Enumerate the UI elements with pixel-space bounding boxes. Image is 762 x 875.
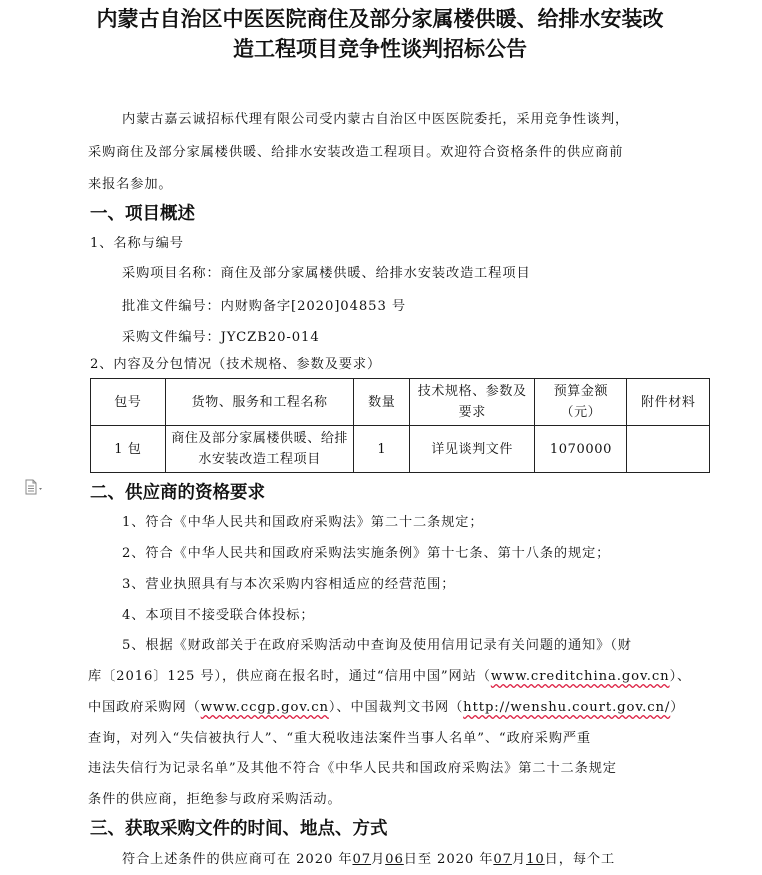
section-1-sub-1: 1、名称与编号 xyxy=(90,236,184,251)
document-outline-icon[interactable] xyxy=(24,479,46,495)
document-title xyxy=(60,4,700,64)
text-span: ） xyxy=(670,700,685,715)
requirement-4: 4、本项目不接受联合体投标； xyxy=(122,608,315,623)
text-span: ）、 xyxy=(669,669,692,684)
header-budget: 预算金额（元） xyxy=(535,379,627,426)
cell-goods: 商住及部分家属楼供暖、给排水安装改造工程项目 xyxy=(165,426,354,473)
section-1-heading: 一、项目概述 xyxy=(90,204,195,224)
requirement-2: 2、符合《中华人民共和国政府采购法实施条例》第十七条、第十八条的规定； xyxy=(122,546,611,561)
requirement-5-line-4: 查询，对列入“失信被执行人”、“重大税收违法案件当事人名单”、“政府采购严重 xyxy=(88,731,592,746)
end-day: 10 xyxy=(526,852,545,867)
text-span: 符合上述条件的供应商可在 2020 年 xyxy=(122,852,353,867)
creditchina-link[interactable]: www.creditchina.gov.cn xyxy=(490,669,670,684)
intro-line-3: 来报名参加。 xyxy=(88,177,173,192)
section-2-heading: 二、供应商的资格要求 xyxy=(90,483,265,503)
text-span: 库〔2016〕125 号），供应商在报名时，通过“信用中国”网站（ xyxy=(88,669,491,684)
section-3-heading: 三、获取采购文件的时间、地点、方式 xyxy=(90,819,388,839)
header-goods: 货物、服务和工程名称 xyxy=(165,379,354,426)
project-name: 采购项目名称：商住及部分家属楼供暖、给排水安装改造工程项目 xyxy=(122,266,531,281)
purchase-number: 采购文件编号：JYCZB20-014 xyxy=(122,330,320,345)
package-table xyxy=(90,378,710,473)
requirement-5-line-2 xyxy=(88,662,691,692)
text-span: ）、中国裁判文书网（ xyxy=(328,700,464,715)
text-span: 中国政府采购网（ xyxy=(88,700,201,715)
table-row xyxy=(91,426,710,473)
section-1-sub-2: 2、内容及分包情况（技术规格、参数及要求） xyxy=(90,357,382,372)
header-package: 包号 xyxy=(91,379,166,426)
table-header-row xyxy=(91,379,710,426)
requirement-5-line-3 xyxy=(88,693,684,723)
text-span: 日，每个工 xyxy=(544,852,616,867)
header-quantity: 数量 xyxy=(354,379,410,426)
text-span: 日至 2020 年 xyxy=(403,852,494,867)
wenshu-link[interactable]: http://wenshu.court.gov.cn/ xyxy=(463,700,671,715)
start-day: 06 xyxy=(385,852,404,867)
title-line-2: 造工程项目竞争性谈判招标公告 xyxy=(233,37,527,61)
intro-line-2: 采购商住及部分家属楼供暖、给排水安装改造工程项目。欢迎符合资格条件的供应商前 xyxy=(88,145,624,160)
requirement-5-line-5: 违法失信行为记录名单”及其他不符合《中华人民共和国政府采购法》第二十二条规定 xyxy=(88,761,617,776)
requirement-3: 3、营业执照具有与本次采购内容相适应的经营范围； xyxy=(122,577,456,592)
requirement-1: 1、符合《中华人民共和国政府采购法》第二十二条规定； xyxy=(122,515,484,530)
end-month: 07 xyxy=(493,852,512,867)
cell-budget: 1070000 xyxy=(535,426,627,473)
header-attachments: 附件材料 xyxy=(627,379,710,426)
section-3-line-1 xyxy=(122,845,615,875)
cell-attachments xyxy=(627,426,710,473)
approval-number: 批准文件编号：内财购备字[2020]04853 号 xyxy=(122,299,406,314)
cell-package: 1 包 xyxy=(91,426,166,473)
text-span: 月 xyxy=(511,852,527,867)
header-spec: 技术规格、参数及要求 xyxy=(410,379,535,426)
cell-spec: 详见谈判文件 xyxy=(410,426,535,473)
title-line-1: 内蒙古自治区中医医院商住及部分家属楼供暖、给排水安装改 xyxy=(96,7,664,31)
requirement-5-line-1: 5、根据《财政部关于在政府采购活动中查询及使用信用记录有关问题的通知》（财 xyxy=(122,638,632,653)
requirement-5-line-6: 条件的供应商，拒绝参与政府采购活动。 xyxy=(88,792,342,807)
text-span: 月 xyxy=(371,852,386,867)
cell-quantity: 1 xyxy=(354,426,410,473)
intro-line-1: 内蒙古嘉云诚招标代理有限公司受内蒙古自治区中医医院委托，采用竞争性谈判， xyxy=(122,112,630,127)
ccgp-link[interactable]: www.ccgp.gov.cn xyxy=(200,700,329,715)
start-month: 07 xyxy=(352,852,372,867)
